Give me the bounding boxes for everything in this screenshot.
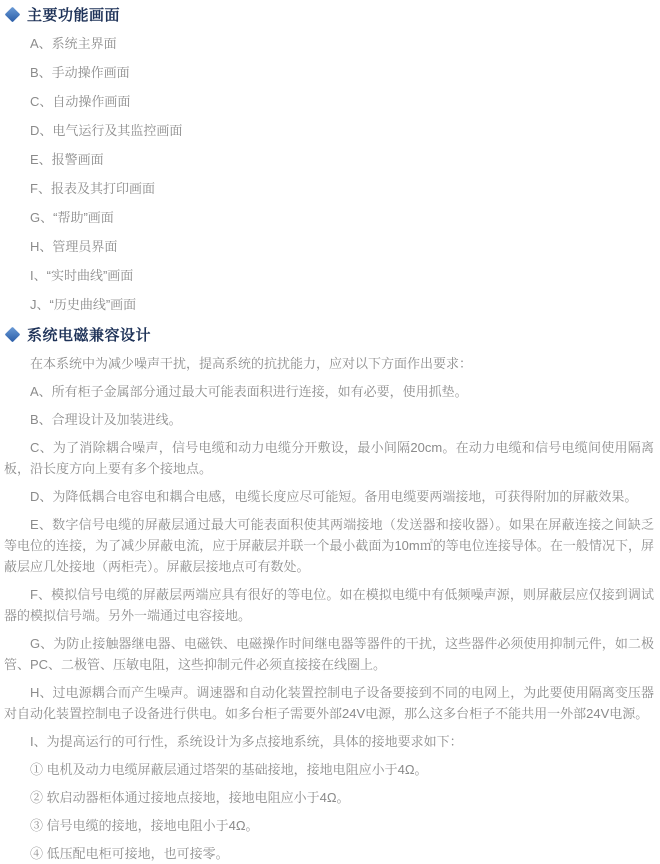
section-title: 系统电磁兼容设计 — [27, 327, 152, 344]
paragraph: A、所有柜子金属部分通过最大可能表面积进行连接，如有必要，使用抓垫。 — [30, 384, 468, 399]
list-item: C、自动操作画面 — [30, 94, 131, 109]
section-emc-design — [4, 325, 654, 864]
section-main-functions — [4, 5, 654, 315]
paragraph: ① 电机及动力电缆屏蔽层通过塔架的基础接地，接地电阻应小于4Ω。 — [30, 762, 428, 777]
list-item: I、“实时曲线”画面 — [30, 268, 134, 283]
paragraph: 在本系统中为减少噪声干扰，提高系统的抗扰能力，应对以下方面作出要求： — [30, 356, 473, 371]
section-header-main-functions — [4, 5, 654, 24]
paragraph: G、为防止接触器继电器、电磁铁、电磁操作时间继电器等器件的干扰，这些器件必须使用抑制元件，如二极管、PC、二极管、压敏电阻，这些抑制元件必须直接接在线圈上。 — [4, 636, 654, 672]
paragraph: I、为提高运行的可行性，系统设计为多点接地系统，具体的接地要求如下： — [30, 734, 463, 749]
diamond-bullet-icon — [5, 7, 21, 23]
paragraph: C、为了消除耦合噪声，信号电缆和动力电缆分开敷设，最小间隔20cm。在动力电缆和信号电缆间使用隔离板，沿长度方向上要有多个接地点。 — [4, 440, 654, 476]
document-body — [4, 5, 654, 864]
paragraph: ④ 低压配电柜可接地，也可接零。 — [30, 846, 229, 861]
list-item: E、报警画面 — [30, 152, 104, 167]
section-header-emc-design — [4, 325, 654, 344]
list-item: A、系统主界面 — [30, 36, 117, 51]
diamond-bullet-icon — [5, 327, 21, 343]
paragraph: ② 软启动器柜体通过接地点接地，接地电阻应小于4Ω。 — [30, 790, 350, 805]
paragraph: B、合理设计及加装进线。 — [30, 412, 182, 427]
paragraph: H、过电源耦合而产生噪声。调速器和自动化装置控制电子设备要接到不同的电网上，为此要使用隔离变压器对自动化装置控制电子设备进行供电。如多台柜子需要外部24V电源，那么这多台柜子不能共用一外部24V电源。 — [4, 685, 654, 721]
list-item: D、电气运行及其监控画面 — [30, 123, 183, 138]
list-item: F、报表及其打印画面 — [30, 181, 155, 196]
list-item: H、管理员界面 — [30, 239, 118, 254]
paragraph: E、数字信号电缆的屏蔽层通过最大可能表面积使其两端接地（发送器和接收器）。如果在屏蔽连接之间缺乏等电位的连接，为了减少屏蔽电流，应于屏蔽层并联一个最小截面为10m㎡的等电位连接导体。在一般情况下，屏蔽层应几处接地（两柜壳）。屏蔽层接地点可有数处。 — [4, 517, 654, 574]
paragraph: F、模拟信号电缆的屏蔽层两端应具有很好的等电位。如在模拟电缆中有低频噪声源，则屏蔽层应仅接到调试器的模拟信号端。另外一端通过电容接地。 — [4, 587, 654, 623]
list-item: J、“历史曲线”画面 — [30, 297, 137, 312]
paragraph: ③ 信号电缆的接地，接地电阻小于4Ω。 — [30, 818, 259, 833]
paragraph: D、为降低耦合电容电和耦合电感，电缆长度应尽可能短。备用电缆要两端接地，可获得附加的屏蔽效果。 — [30, 489, 638, 504]
list-item: G、“帮助”画面 — [30, 210, 114, 225]
section-title: 主要功能画面 — [27, 7, 121, 24]
list-item: B、手动操作画面 — [30, 65, 130, 80]
